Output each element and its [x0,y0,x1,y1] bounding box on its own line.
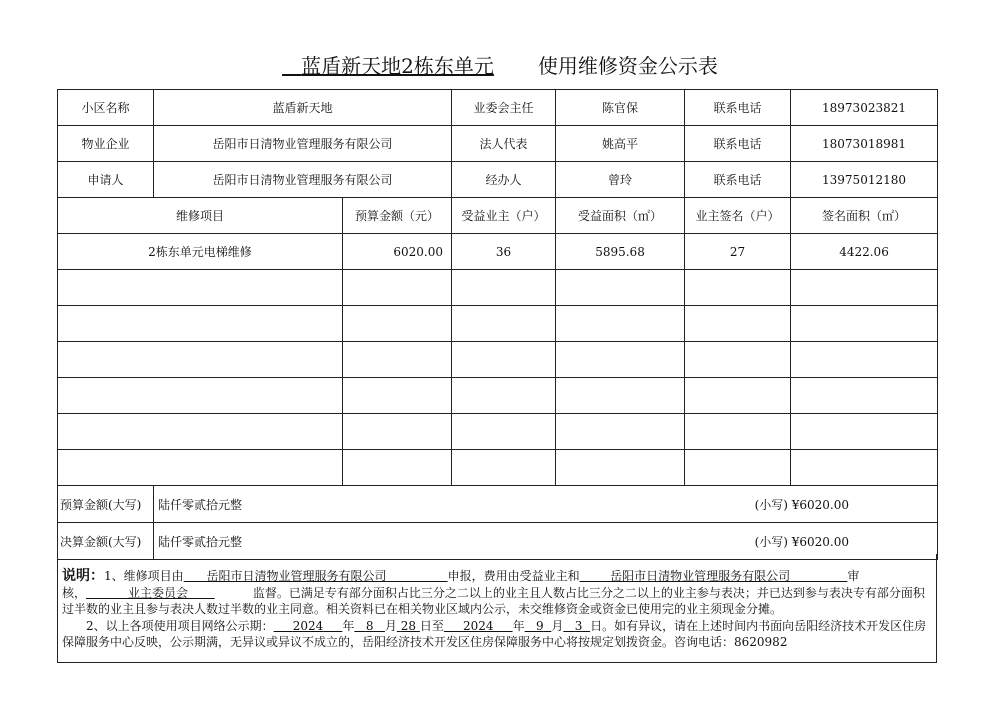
cell-budget: 6020.00 [343,234,452,270]
note-text: 2、以上各项使用项目网络公示期： [86,618,274,633]
header-row [58,198,938,234]
empty-cell [58,378,343,414]
table-row [58,234,938,270]
empty-cell [685,306,791,342]
empty-cell [343,450,452,486]
empty-cell [556,450,685,486]
budget-total-label: 预算金额(大写) [58,486,154,523]
empty-cell [452,342,556,378]
page-title [0,50,1000,79]
label-phone: 联系电话 [685,162,791,198]
header-area: 受益面积（㎡） [556,198,685,234]
start-year: 2024 [292,618,324,633]
empty-cell [343,414,452,450]
value-legal-rep: 姚高平 [556,126,685,162]
empty-cell [556,378,685,414]
table-row-empty [58,342,938,378]
empty-cell [556,306,685,342]
value-handler: 曾玲 [556,162,685,198]
empty-cell [58,306,343,342]
empty-cell [58,414,343,450]
empty-cell [343,342,452,378]
table-row-empty [58,270,938,306]
budget-total-lower: (小写) ¥6020.00 [754,497,850,512]
applicant-company: 岳阳市日清物业管理服务有限公司 [206,569,387,583]
empty-cell [685,450,791,486]
table-row-empty [58,414,938,450]
header-owners: 受益业主（户） [452,198,556,234]
cell-signed: 27 [685,234,791,270]
empty-cell [343,378,452,414]
note-text: 1、维修项目由 [104,569,184,583]
empty-cell [791,378,938,414]
label-phone: 联系电话 [685,126,791,162]
note-text: 。如有异议，请在上述时间内书面向岳阳经济技术开发区住房保障服务中心反映，公示期满，无异议或异议不成立的，岳阳经济技术开发区住房保障服务中心将按规定划拨资金。咨询电话：8620982 [62,618,927,649]
header-item: 维修项目 [58,198,343,234]
value-phone: 13975012180 [791,162,938,198]
note-text: 日至 [419,618,444,633]
budget-total-value [154,486,938,523]
final-total-upper: 陆仟零贰拾元整 [158,534,243,549]
notes-label: 说明： [62,568,104,584]
header-signed-area: 签名面积（㎡） [791,198,938,234]
end-month: 9 [536,618,544,633]
supervisor: 业主委员会 [127,585,188,600]
note-text: 月 [551,618,564,633]
cell-owners: 36 [452,234,556,270]
empty-cell [685,270,791,306]
notes-section [57,554,937,663]
empty-cell [58,450,343,486]
value-phone: 18073018981 [791,126,938,162]
header-signed: 业主签名（户） [685,198,791,234]
empty-cell [343,270,452,306]
note-text: 年 [512,618,525,633]
empty-cell [58,342,343,378]
end-year: 2024 [462,618,494,633]
label-chairman: 业委会主任 [452,90,556,126]
header-budget: 预算金额（元） [343,198,452,234]
budget-total-row [58,486,938,523]
cell-area: 5895.68 [556,234,685,270]
value-chairman: 陈官保 [556,90,685,126]
label-handler: 经办人 [452,162,556,198]
budget-total-upper: 陆仟零贰拾元整 [158,497,243,512]
empty-cell [452,414,556,450]
empty-cell [452,450,556,486]
title-part2: 使用维修资金公示表 [537,54,718,78]
note-text: 年 [342,618,355,633]
value-community: 蓝盾新天地 [154,90,452,126]
empty-cell [452,378,556,414]
end-day: 3 [574,618,583,633]
empty-cell [685,414,791,450]
note-text: 日 [590,618,603,633]
empty-cell [791,342,938,378]
note-paragraph-2 [62,618,932,651]
title-part1: 蓝盾新天地2栋东单元 [301,54,494,78]
cell-signed-area: 4422.06 [791,234,938,270]
table-row-empty [58,450,938,486]
empty-cell [685,378,791,414]
note-text: 申报，费用由受益业主和 [447,569,580,583]
empty-cell [343,306,452,342]
info-row [58,162,938,198]
empty-cell [791,414,938,450]
value-phone: 18973023821 [791,90,938,126]
value-applicant: 岳阳市日清物业管理服务有限公司 [154,162,452,198]
note-paragraph-1 [62,568,932,618]
note-text: 监督。已满足专有部分面积占比三分之二以上的业主且人数占比三分之二以上的业主参与表决；并已达到参与表决专有部分面积过半数的业主且参与表决人数过半数的业主同意。相关资料已在相关物业区域内公示，未交维修资金或资金已使用完的业主须现金分摊。 [62,585,925,616]
label-community: 小区名称 [58,90,154,126]
empty-cell [58,270,343,306]
info-row [58,90,938,126]
empty-cell [556,270,685,306]
empty-cell [452,270,556,306]
final-total-label: 决算金额(大写) [58,523,154,560]
note-text: 审核， [62,569,860,600]
empty-cell [452,306,556,342]
note-text: 月 [384,618,397,633]
cell-item: 2栋东单元电梯维修 [58,234,343,270]
label-applicant: 申请人 [58,162,154,198]
label-property-company: 物业企业 [58,126,154,162]
table-row-empty [58,306,938,342]
empty-cell [556,414,685,450]
info-row [58,126,938,162]
empty-cell [791,450,938,486]
reviewer-company: 岳阳市日清物业管理服务有限公司 [610,569,791,583]
fund-table [57,89,938,560]
empty-cell [685,342,791,378]
start-month: 8 [365,618,374,633]
empty-cell [556,342,685,378]
start-day: 28 [400,618,417,633]
final-total-lower: (小写) ¥6020.00 [754,534,850,549]
table-row-empty [58,378,938,414]
label-phone: 联系电话 [685,90,791,126]
empty-cell [791,270,938,306]
value-property-company: 岳阳市日清物业管理服务有限公司 [154,126,452,162]
label-legal-rep: 法人代表 [452,126,556,162]
empty-cell [791,306,938,342]
